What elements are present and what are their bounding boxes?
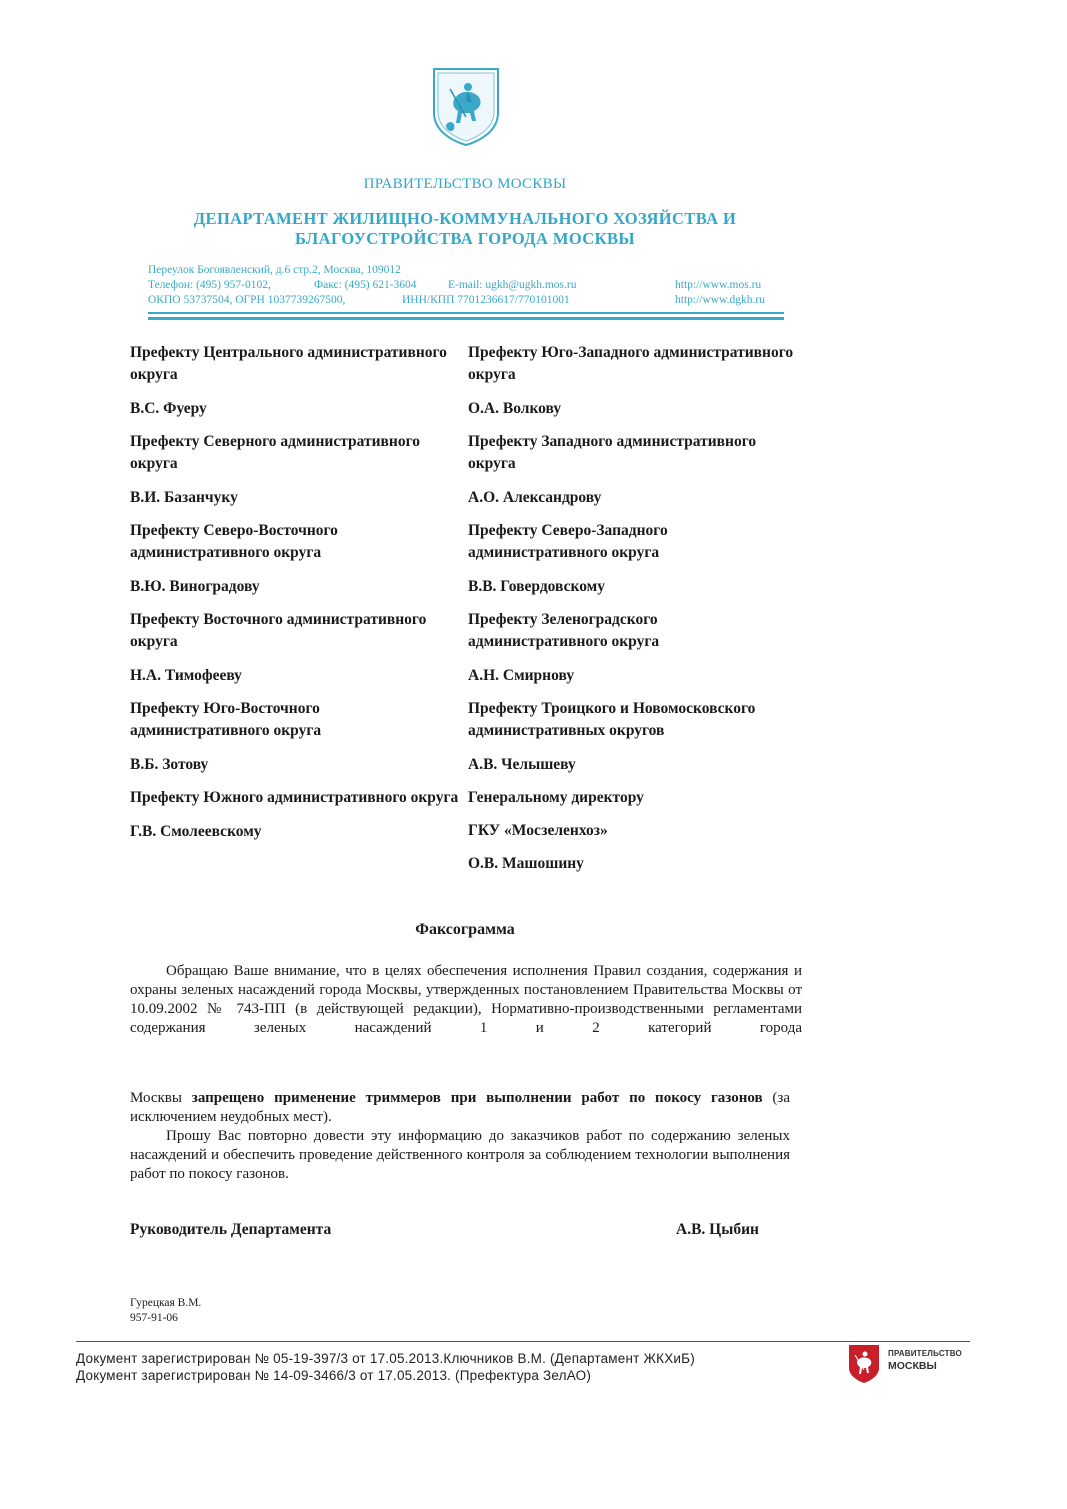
executor-name: Гурецкая В.М. bbox=[130, 1297, 202, 1309]
recipient-name: Н.А. Тимофееву bbox=[130, 667, 242, 684]
department-name-line1: ДЕПАРТАМЕНТ ЖИЛИЩНО-КОММУНАЛЬНОГО ХОЗЯЙСТВА И bbox=[193, 209, 737, 228]
header-rule-thin bbox=[148, 312, 784, 314]
executor-phone: 957-91-06 bbox=[130, 1312, 178, 1324]
moscow-crest-icon bbox=[432, 67, 500, 147]
footer-logo-line2: МОСКВЫ bbox=[888, 1360, 937, 1372]
fax-line: Факс: (495) 621-3604 bbox=[314, 279, 417, 291]
recipient-name: А.О. Александрову bbox=[468, 489, 602, 506]
inn-line: ИНН/КПП 7701236617/770101001 bbox=[402, 294, 570, 306]
recipient-title: Префекту Зеленоградского административного округа bbox=[468, 611, 660, 650]
recipient-title: Генеральному директору bbox=[468, 789, 644, 806]
department-name bbox=[0, 209, 930, 249]
paragraph-2-start: Москвы bbox=[130, 1090, 192, 1106]
okpo-line: ОКПО 53737504, ОГРН 1037739267500, bbox=[148, 294, 346, 306]
website-mos-link[interactable]: http://www.mos.ru bbox=[675, 279, 762, 291]
executor-block bbox=[130, 1296, 201, 1326]
footer-logo-line1: ПРАВИТЕЛЬСТВО bbox=[888, 1349, 962, 1358]
recipient-org: ГКУ «Мосзеленхоз» bbox=[468, 822, 608, 839]
moscow-government-logo-icon bbox=[848, 1344, 880, 1384]
recipient-title: Префекту Северо-Восточного административного округа bbox=[130, 522, 338, 561]
recipient-title: Префекту Северо-Западного административного округа bbox=[468, 522, 668, 561]
recipient-title: Префекту Юго-Восточного административного округа bbox=[130, 700, 322, 739]
paragraph-2-emphasis: запрещено применение триммеров при выполнении работ по покосу газонов bbox=[191, 1090, 763, 1106]
recipient-name: В.С. Фуеру bbox=[130, 400, 207, 417]
registration-stamps bbox=[76, 1350, 695, 1384]
body-paragraph-1: Обращаю Ваше внимание, что в целях обеспечения исполнения Правил создания, содержания и охраны зеленых насаждений города Москвы, утвержденных постановлением Правительства Москвы от 10.09.2002 № 743-ПП (в действующей редакции), Нормативно-производственными регламентами содержания зеленых насаждений 1 и 2 категорий города bbox=[130, 963, 802, 1036]
signatory-position: Руководитель Департамента bbox=[130, 1221, 332, 1238]
recipient-title: Префекту Восточного административного округа bbox=[130, 611, 427, 650]
website-dgkh-link[interactable]: http://www.dgkh.ru bbox=[675, 294, 765, 306]
government-name: ПРАВИТЕЛЬСТВО МОСКВЫ bbox=[363, 176, 567, 192]
recipient-title: Префекту Троицкого и Новомосковского административных округов bbox=[468, 700, 756, 739]
registration-line-1: Документ зарегистрирован № 05-19-397/3 от 17.05.2013.Ключников В.М. (Департамент ЖКХиБ) bbox=[76, 1351, 695, 1366]
recipient-name: А.Н. Смирнову bbox=[468, 667, 575, 684]
address-line: Переулок Богоявленский, д.6 стр.2, Москва, 109012 bbox=[148, 264, 401, 276]
recipient-name: О.А. Волкову bbox=[468, 400, 562, 417]
recipient-title: Префекту Центрального административного округа bbox=[130, 344, 447, 383]
recipient-title: Префекту Западного административного округа bbox=[468, 433, 757, 472]
recipient-name: В.Б. Зотову bbox=[130, 756, 209, 773]
document-type-title: Факсограмма bbox=[415, 921, 515, 938]
recipient-name: А.В. Челышеву bbox=[468, 756, 576, 773]
department-name-line2: БЛАГОУСТРОЙСТВА ГОРОДА МОСКВЫ bbox=[295, 229, 635, 248]
recipient-title: Префекту Южного административного округа bbox=[130, 789, 459, 806]
phone-line: Телефон: (495) 957-0102, bbox=[148, 279, 271, 291]
paragraph-2-end: (за исключением неудобных мест). bbox=[130, 1090, 790, 1125]
recipient-name: Г.В. Смолеевскому bbox=[130, 823, 262, 840]
header-rule-thick bbox=[148, 317, 784, 320]
recipient-title: Префекту Юго-Западного административного округа bbox=[468, 344, 794, 383]
signatory-name: А.В. Цыбин bbox=[676, 1221, 759, 1238]
recipients-right-column bbox=[468, 342, 798, 886]
recipient-name: О.В. Машошину bbox=[468, 855, 584, 872]
footer-logo-text bbox=[888, 1349, 962, 1372]
body-paragraph-2 bbox=[130, 1089, 790, 1127]
recipient-name: В.В. Говердовскому bbox=[468, 578, 605, 595]
email-line: E-mail: ugkh@ugkh.mos.ru bbox=[448, 279, 577, 291]
recipient-title: Префекту Северного административного округа bbox=[130, 433, 420, 472]
recipients-left-column bbox=[130, 342, 460, 854]
recipient-name: В.И. Базанчуку bbox=[130, 489, 238, 506]
footer-divider bbox=[76, 1341, 970, 1342]
recipient-name: В.Ю. Виноградову bbox=[130, 578, 260, 595]
body-paragraph-3: Прошу Вас повторно довести эту информацию до заказчиков работ по содержанию зеленых насаждений и обеспечить проведение действенного контроля за соблюдением технологии выполнения работ по покосу газонов. bbox=[130, 1128, 790, 1182]
registration-line-2: Документ зарегистрирован № 14-09-3466/3 от 17.05.2013. (Префектура ЗелАО) bbox=[76, 1368, 592, 1383]
